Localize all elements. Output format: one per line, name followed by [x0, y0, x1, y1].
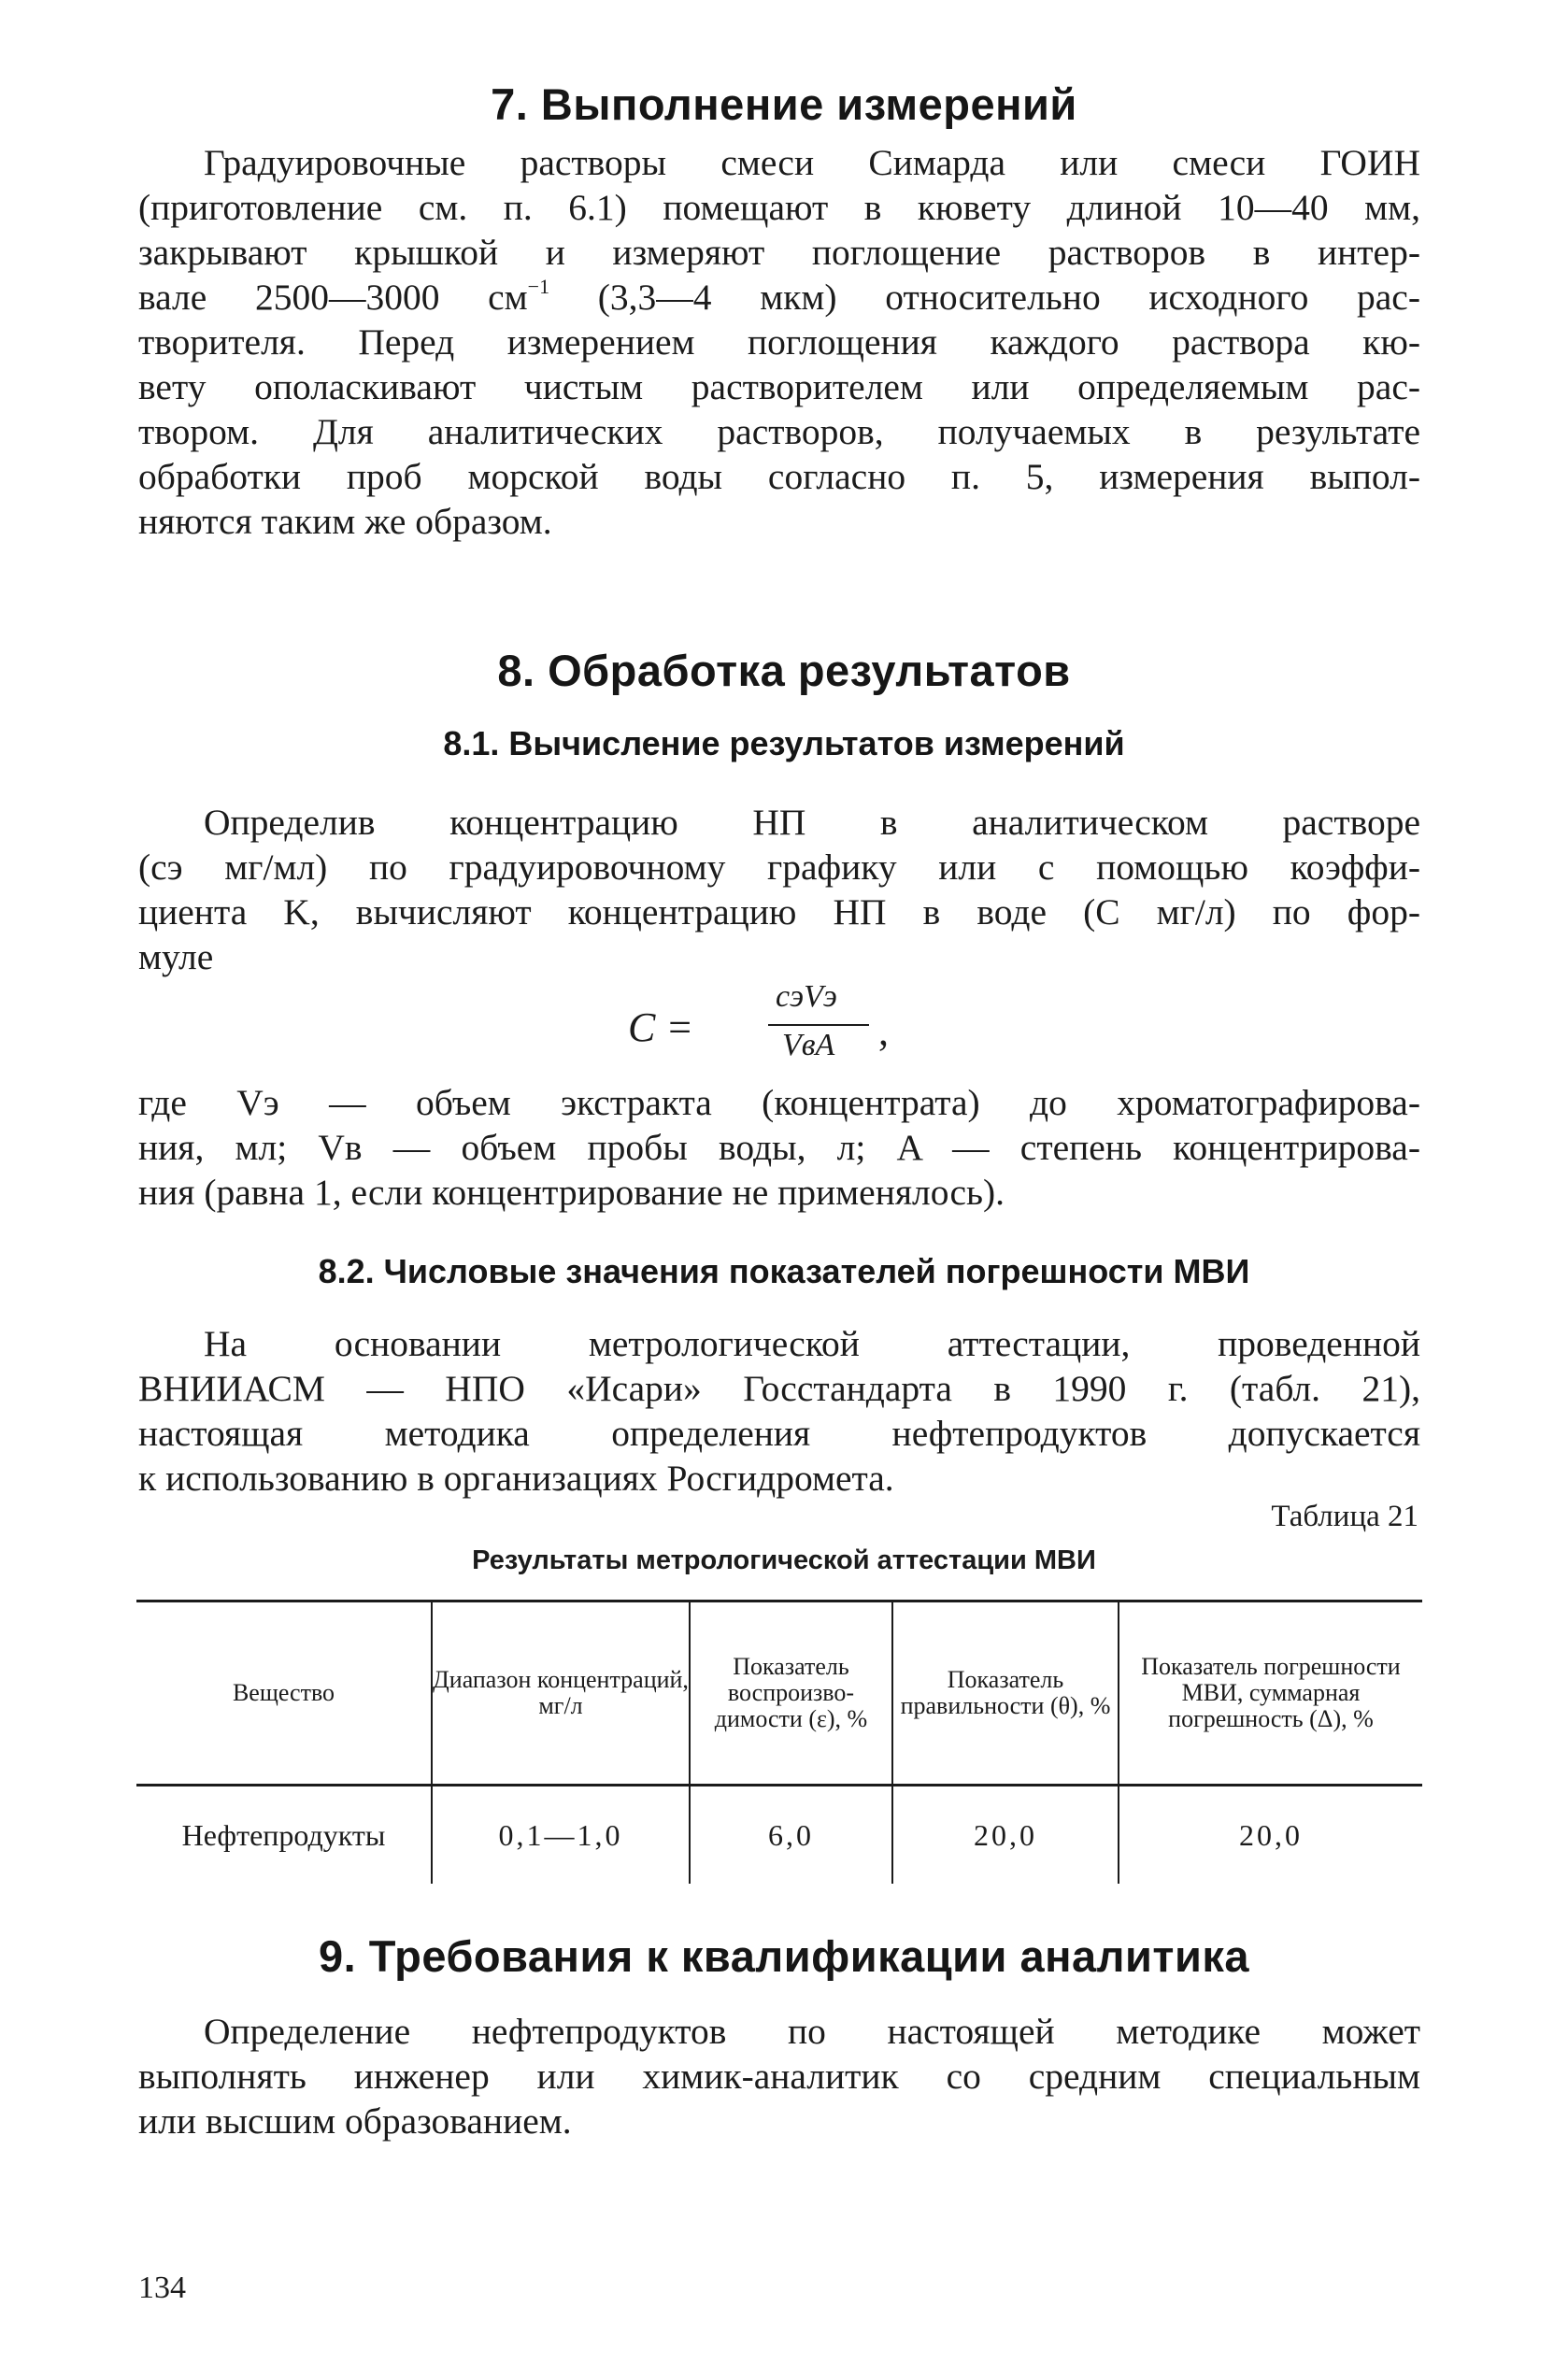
text-line: настоящая методика определения нефтепродуктов допускается [138, 1413, 1420, 1454]
page-number: 134 [138, 2270, 186, 2305]
text-line: Градуировочные растворы смеси Симарда или смеси ГОИН [204, 142, 1420, 183]
section-7-title: 7. Выполнение измерений [491, 79, 1077, 129]
text-line: закрывают крышкой и измеряют поглощение растворов в интер- [138, 232, 1420, 273]
text-line: где Vэ — объем экстракта (концентрата) до хроматографирова- [138, 1082, 1420, 1123]
text-line: или высшим образованием. [138, 2100, 572, 2142]
fraction-bar [768, 1024, 869, 1026]
cell-reproducibility: 6,0 [690, 1786, 892, 1885]
text-line: циента K, вычисляют концентрацию НП в воде (C мг/л) по фор- [138, 891, 1420, 932]
formula-comma: , [878, 1008, 889, 1054]
table-title: Результаты метрологической аттестации МВИ [472, 1545, 1096, 1575]
section-7-paragraph [138, 140, 1420, 544]
text-line: обработки проб морской воды согласно п. 5, измерения выпол- [138, 456, 1420, 497]
text-line: ния (равна 1, если концентрирование не применялось). [138, 1172, 1005, 1213]
text-line: вале 2500—3000 $см^{-1}$ (3,3—4 мкм) относительно исходного рас- [138, 274, 1420, 318]
cell-correctness: 20,0 [892, 1786, 1119, 1885]
section-9-paragraph [138, 2009, 1420, 2143]
text-line: к использованию в организациях Росгидромета. [138, 1458, 894, 1499]
formula-denominator: VвA [782, 1028, 835, 1062]
text-line: муле [138, 936, 214, 977]
concentration-formula [628, 979, 964, 1082]
section-8-1-paragraph [138, 800, 1420, 979]
header-substance: Вещество [232, 1679, 335, 1706]
header-correctness: Показатель правильности (θ), % [892, 1601, 1119, 1786]
cell-substance: Нефтепродукты [181, 1817, 386, 1852]
section-8-title: 8. Обработка результатов [497, 646, 1071, 695]
table-number: Таблица 21 [1271, 1500, 1418, 1533]
cell-range: 0,1—1,0 [432, 1786, 690, 1885]
section-8-2-title: 8.2. Числовые значения показателей погрешности МВИ [318, 1252, 1250, 1290]
text-line: (приготовление см. п. 6.1) помещают в кювету длиной 10—40 мм, [138, 187, 1420, 228]
formula-numerator: cэVэ [776, 979, 837, 1014]
text-line: творителя. Перед измерением поглощения каждого раствора кю- [138, 321, 1420, 363]
formula-lhs: C = [628, 1004, 694, 1050]
text-line: На основании метрологической аттестации, проведенной [204, 1323, 1420, 1364]
table-header-row [136, 1601, 1422, 1786]
text-line: выполнять инженер или химик-аналитик со средним специальным [138, 2056, 1420, 2097]
text-line: Определение нефтепродуктов по настоящей методике может [204, 2011, 1420, 2052]
header-concentration-range: Диапазон концентраций, мг/л [432, 1601, 690, 1786]
text-line: (cэ мг/мл) по градуировочному графику или с помощью коэффи- [138, 847, 1420, 888]
text-line: Определив концентрацию НП в аналитическом растворе [204, 802, 1420, 843]
results-table [136, 1600, 1422, 1884]
section-8-2-paragraph [138, 1321, 1420, 1501]
section-8-1-title: 8.1. Вычисление результатов измерений [443, 724, 1125, 762]
header-reproducibility: Показатель воспроизво-димости (ε), % [690, 1601, 892, 1786]
text-line: вету ополаскивают чистым растворителем или определяемым рас- [138, 366, 1420, 407]
header-total-error: Показатель погрешности МВИ, суммарная погрешность (Δ), % [1119, 1601, 1422, 1786]
formula-explanation [138, 1080, 1420, 1215]
text-line: ВНИИАСМ — НПО «Исари» Госстандарта в 1990 г. (табл. 21), [138, 1368, 1420, 1409]
text-line: няются таким же образом. [138, 501, 552, 542]
section-9-title: 9. Требования к квалификации аналитика [319, 1931, 1249, 1981]
cell-total-error: 20,0 [1119, 1786, 1422, 1885]
text-line: твором. Для аналитических растворов, получаемых в результате [138, 411, 1420, 452]
text-line: ния, мл; Vв — объем пробы воды, л; A — степень концентрирова- [138, 1127, 1420, 1168]
table-row [136, 1786, 1422, 1885]
